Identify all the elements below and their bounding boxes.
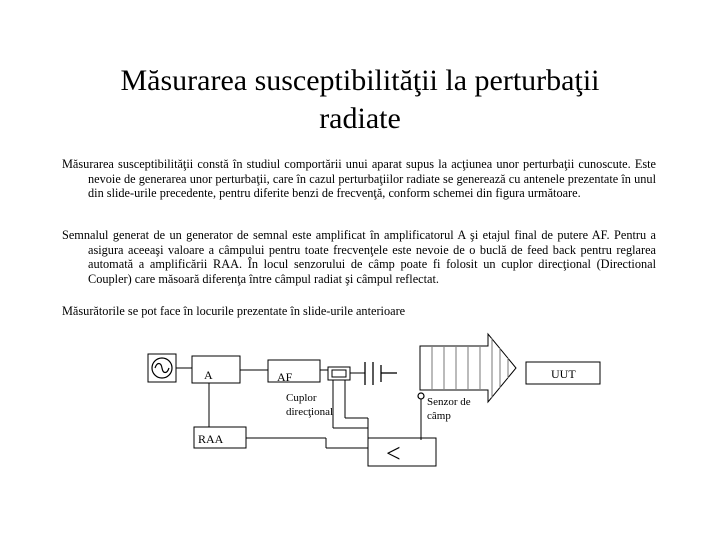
raa-block — [194, 383, 368, 448]
antenna-icon — [365, 362, 397, 385]
title-line-1: Măsurarea susceptibilităţii la perturbaţii — [120, 64, 600, 97]
field-sensor — [418, 393, 471, 440]
uut-label: UUT — [551, 367, 576, 381]
final-amplifier-af-label: AF — [277, 370, 293, 384]
radiated-field-arrow — [420, 334, 516, 402]
raa-label: RAA — [198, 432, 224, 446]
sensor-label-line-1: Senzor de — [427, 396, 471, 408]
coupler-label-line-2: direcţional — [286, 406, 334, 418]
paragraph-intro: Măsurarea susceptibilităţii constă în studiul comportării unui aparat supus la acţiunea unor perturbaţii cunoscute. Este nevoie de generarea unor perturbaţii, care în cazul perturbaţiilor radiate se generează cu antenele prezentate în unul din slide-urile precedente, pentru diferite benzi de frecvenţă, conform schemei din figura următoare. — [62, 157, 656, 201]
paragraph-locations: Măsurătorile se pot face în locurile prezentate în slide-urile anterioare — [62, 304, 406, 318]
uut-block — [526, 362, 600, 384]
meter-symbol: < — [386, 439, 401, 468]
amplifier-a-label: A — [204, 368, 213, 382]
paragraph-signal-chain: Semnalul generat de un generator de semnal este amplificat în amplificatorul A şi etajul final de putere AF. Pentru a asigura aceeaşi valoare a câmpului pentru toate frecvenţele este nevoie de o buclă de feed back pentru reglarea automată a amplificării RAA. În locul senzorului de câmp poate fi folosit un cuplor direcţional (Directional Coupler) care măsoară diferenţa între câmpul radiat şi câmpul reflectat. — [62, 228, 656, 286]
title-line-2: radiate — [319, 102, 401, 135]
amplifier-a-block — [192, 356, 240, 383]
final-amplifier-af-block — [268, 360, 320, 384]
sensor-label-line-2: câmp — [427, 410, 451, 422]
signal-generator-icon — [148, 354, 176, 382]
coupler-label-line-1: Cuplor — [286, 392, 317, 404]
